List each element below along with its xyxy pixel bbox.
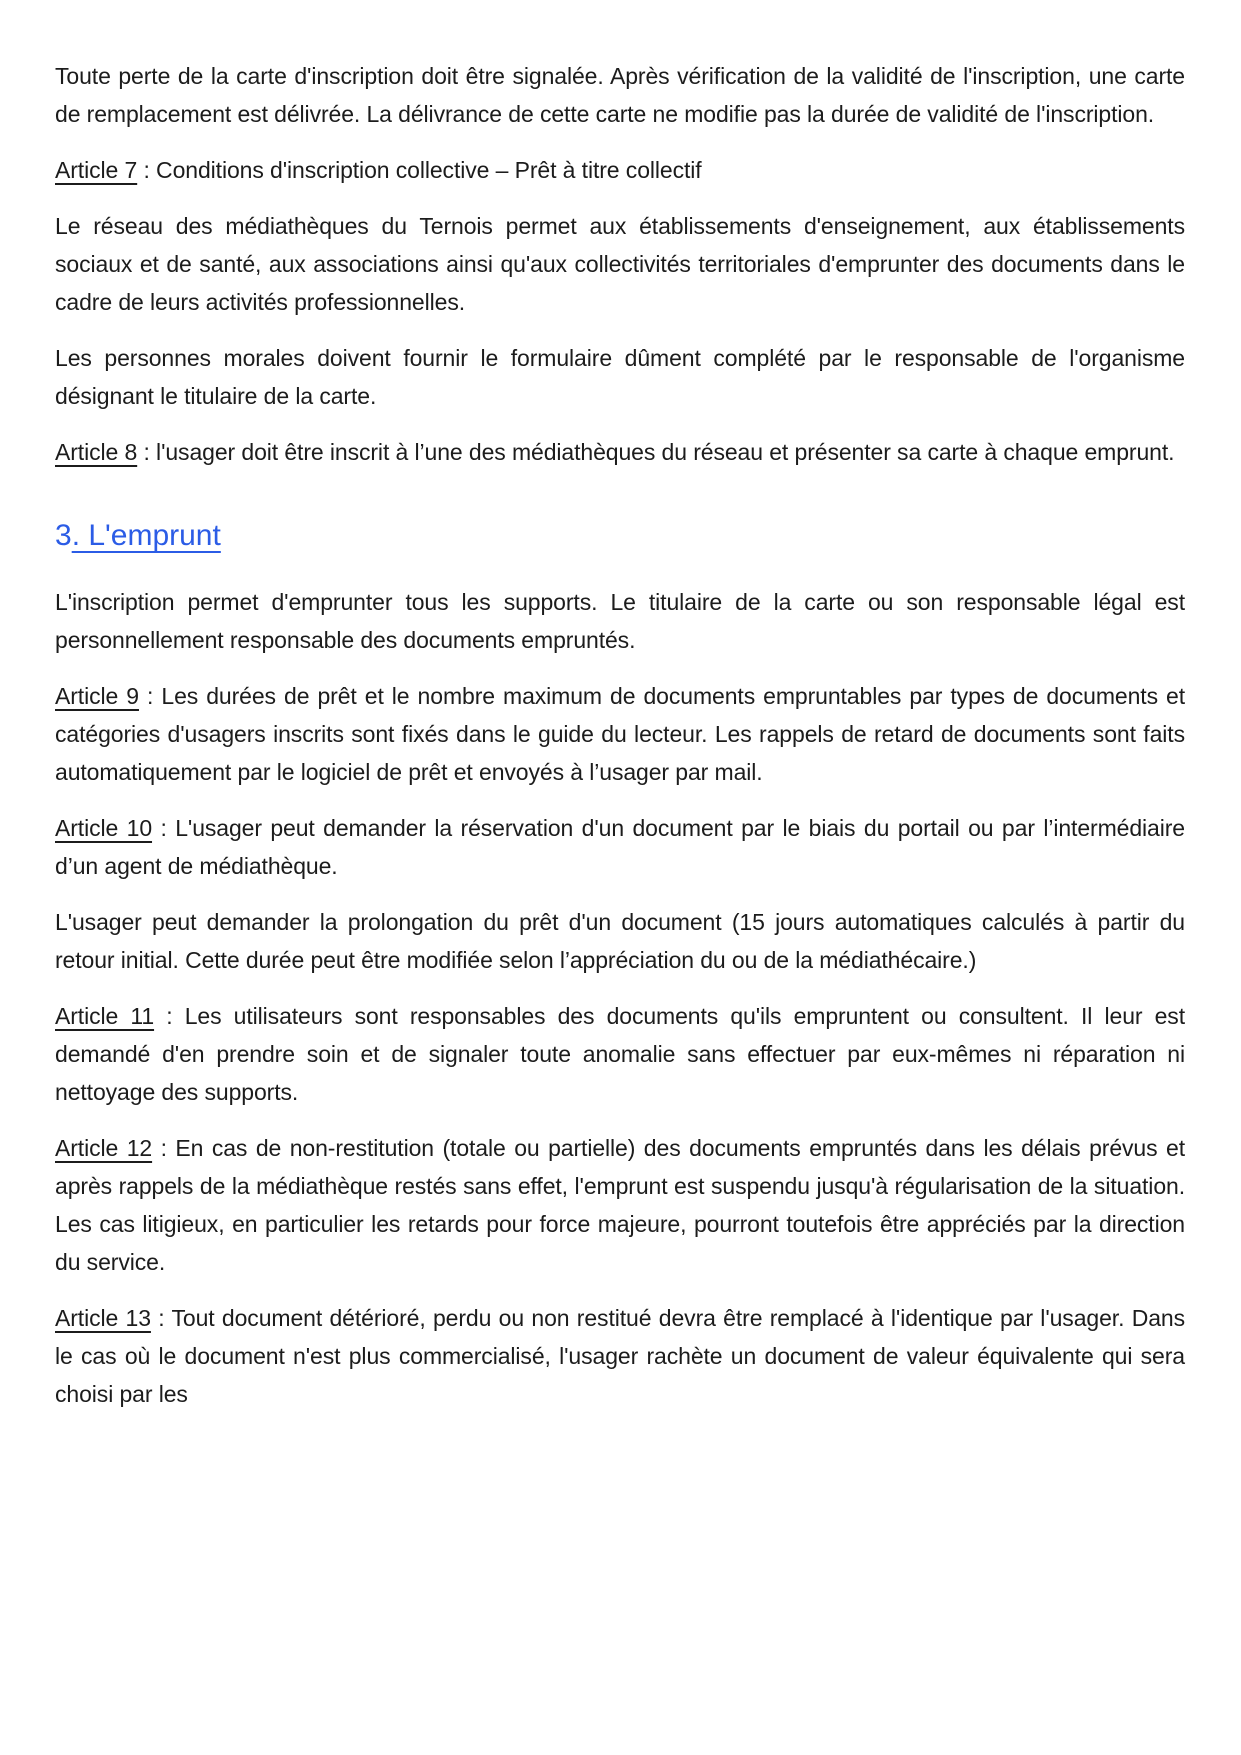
paragraph-network [55,207,1185,321]
paragraph-personnes-morales [55,339,1185,415]
paragraph-prolongation [55,903,1185,979]
article-11-label: Article 11 [55,1003,155,1029]
paragraph-text: Les personnes morales doivent fournir le formulaire dûment complété par le responsable de l'organisme désignant le titulaire de la carte. [55,345,1185,409]
paragraph-inscription-supports [55,583,1185,659]
article-10-paragraph [55,809,1185,885]
section-number: 3 [55,519,72,552]
article-13-paragraph [55,1299,1185,1413]
article-8-label: Article 8 [55,439,138,465]
article-8-paragraph [55,433,1185,471]
paragraph-text: L'usager peut demander la prolongation du prêt d'un document (15 jours automatiques calculés à partir du retour initial. Cette durée peut être modifiée selon l’appréciation du ou de la médiathécaire.) [55,909,1185,973]
paragraph-text: L'inscription permet d'emprunter tous les supports. Le titulaire de la carte ou son responsable légal est personnellement responsable des documents empruntés. [55,589,1185,653]
paragraph-text: Le réseau des médiathèques du Ternois permet aux établissements d'enseignement, aux établissements sociaux et de santé, aux associations ainsi qu'aux collectivités territoriales d'emprunter des documents dans le cadre de leurs activités professionnelles. [55,213,1185,315]
article-7-label: Article 7 [55,157,138,183]
article-7-paragraph [55,151,1185,189]
section-heading-emprunt[interactable] [55,513,1185,559]
article-9-text: : Les durées de prêt et le nombre maximum de documents empruntables par types de documents et catégories d'usagers inscrits sont fixés dans le guide du lecteur. Les rappels de retard de documents sont faits automatiquement par le logiciel de prêt et envoyés à l’usager par mail. [55,683,1186,785]
article-11-paragraph [55,997,1185,1111]
article-12-paragraph [55,1129,1185,1281]
article-13-text: : Tout document détérioré, perdu ou non restitué devra être remplacé à l'identique par l'usager. Dans le cas où le document n'est plus commercialisé, l'usager rachète un document de valeur équivalente qui sera choisi par les [55,1305,1185,1407]
article-10-text: : L'usager peut demander la réservation d'un document par le biais du portail ou par l’intermédiaire d’un agent de médiathèque. [55,815,1185,879]
article-7-text: : Conditions d'inscription collective – Prêt à titre collectif [137,157,702,183]
article-11-text: : Les utilisateurs sont responsables des documents qu'ils empruntent ou consultent. Il leur est demandé d'en prendre soin et de signaler toute anomalie sans effectuer par eux-mêmes ni réparation ni nettoyage des supports. [55,1003,1185,1105]
article-12-text: : En cas de non-restitution (totale ou partielle) des documents empruntés dans les délais prévus et après rappels de la médiathèque restés sans effet, l'emprunt est suspendu jusqu'à régularisation de la situation. Les cas litigieux, en particulier les retards pour force majeure, pourront toutefois être appréciés par la direction du service. [55,1135,1185,1275]
article-9-label: Article 9 [55,683,139,709]
article-8-text: : l'usager doit être inscrit à l’une des médiathèques du réseau et présenter sa carte à chaque emprunt. [137,439,1175,465]
section-title-link[interactable]: . L'emprunt [71,519,221,552]
article-12-label: Article 12 [55,1135,153,1161]
paragraph-text: Toute perte de la carte d'inscription doit être signalée. Après vérification de la validité de l'inscription, une carte de remplacement est délivrée. La délivrance de cette carte ne modifie pas la durée de validité de l'inscription. [55,63,1185,127]
article-9-paragraph [55,677,1185,791]
paragraph-lost-card [55,57,1185,133]
article-13-label: Article 13 [55,1305,151,1331]
article-10-label: Article 10 [55,815,153,841]
